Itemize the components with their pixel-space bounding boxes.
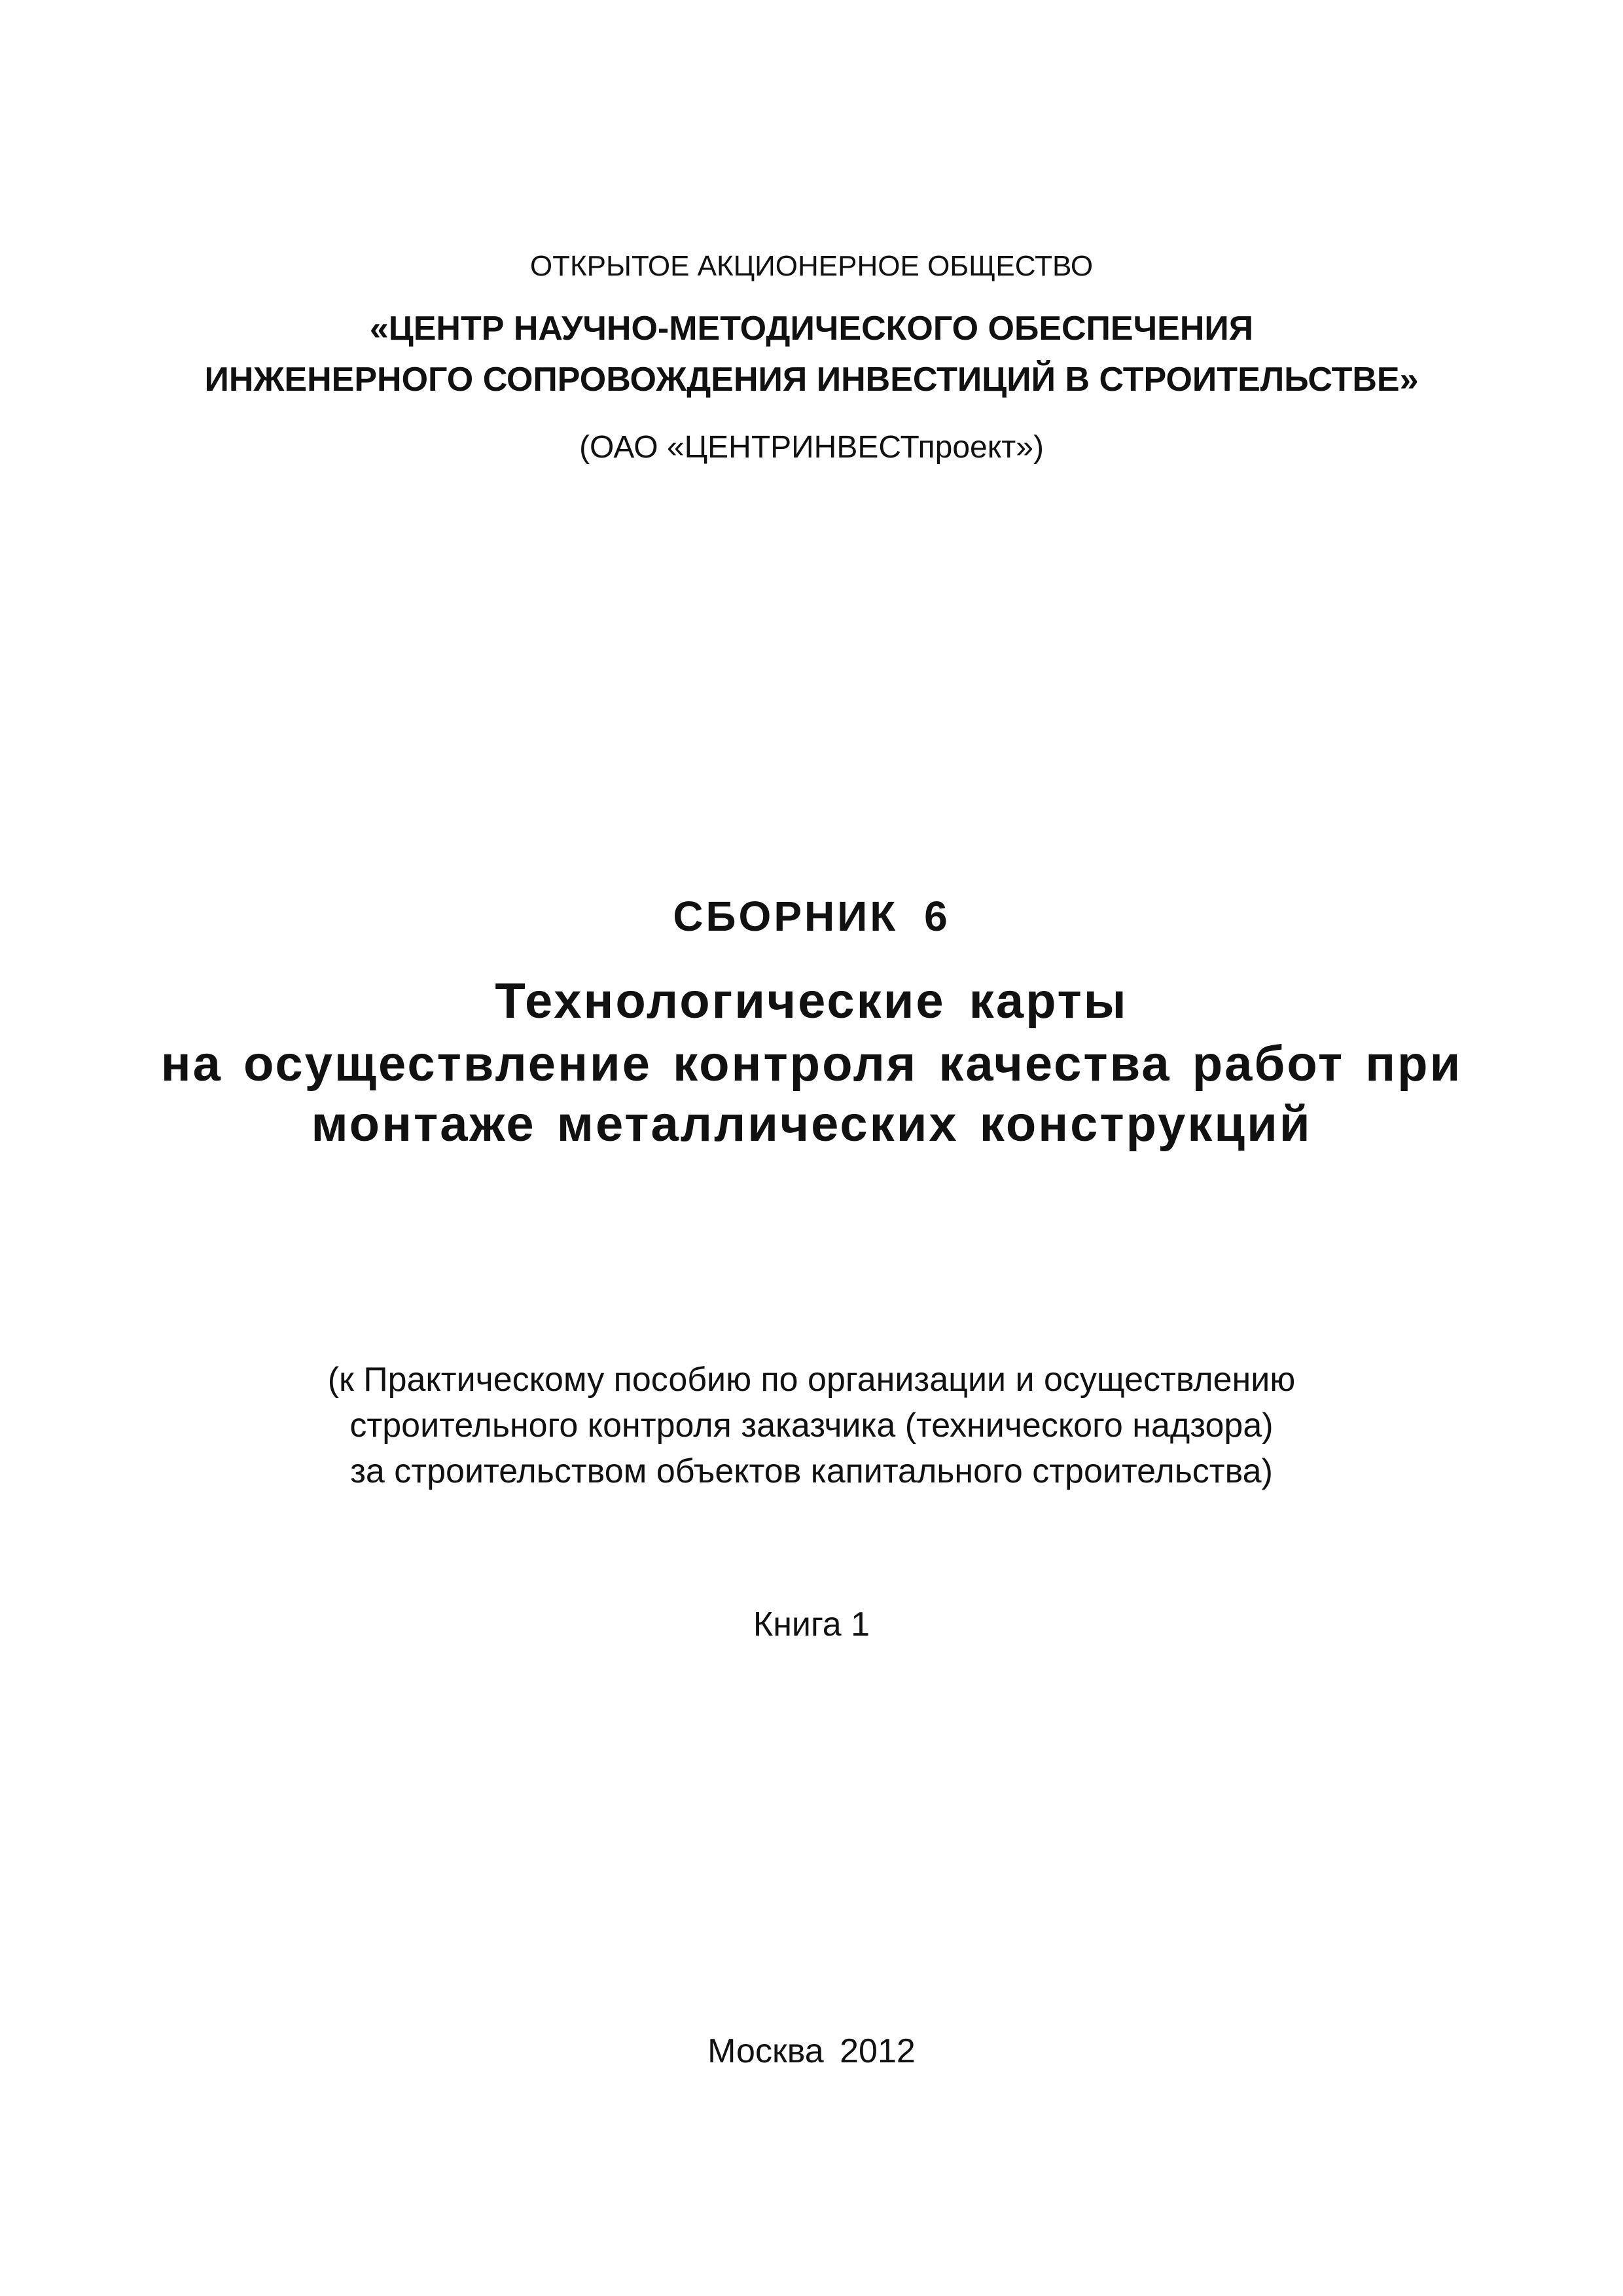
- organization-abbreviation: (ОАО «ЦЕНТРИНВЕСТпроект»): [579, 430, 1044, 465]
- organization-type: ОТКРЫТОЕ АКЦИОНЕРНОЕ ОБЩЕСТВО: [529, 250, 1094, 282]
- subtitle-line-2: строительного контроля заказчика (технического надзора): [349, 1407, 1274, 1444]
- organization-name-line-2: ИНЖЕНЕРНОГО СОПРОВОЖДЕНИЯ ИНВЕСТИЦИЙ В СТРОИТЕЛЬСТВЕ»: [204, 361, 1419, 399]
- document-title-line-1: Технологические карты: [495, 973, 1128, 1029]
- document-title-line-3: монтаже металлических конструкций: [311, 1096, 1312, 1152]
- subtitle-line-3: за строительством объектов капитального строительства): [350, 1452, 1273, 1490]
- book-number: Книга 1: [753, 1605, 870, 1643]
- document-title-line-2: на осуществление контроля качества работ при: [160, 1036, 1463, 1092]
- subtitle-line-1: (к Практическому пособию по организации и осуществлению: [327, 1361, 1296, 1399]
- organization-name-line-1: «ЦЕНТР НАУЧНО-МЕТОДИЧЕСКОГО ОБЕСПЕЧЕНИЯ: [369, 310, 1254, 348]
- collection-number: СБОРНИК 6: [673, 893, 950, 940]
- place-and-year: Москва 2012: [707, 2032, 916, 2070]
